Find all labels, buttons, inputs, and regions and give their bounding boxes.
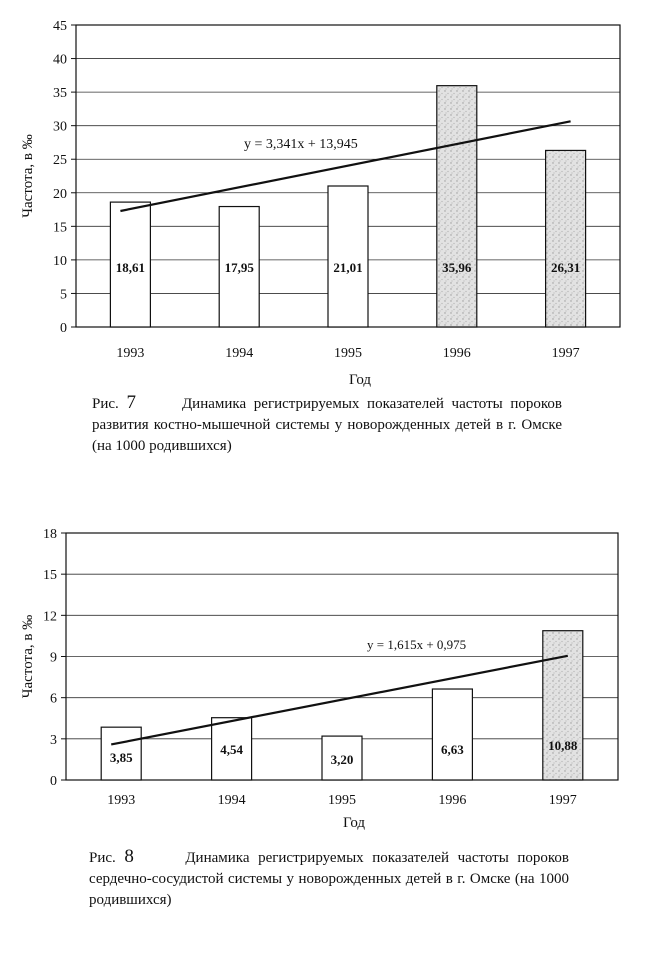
trendline-equation: y = 3,341x + 13,945: [244, 137, 358, 152]
y-axis-title: Частота, в ‰: [20, 614, 36, 699]
y-tick-label: 20: [53, 186, 67, 202]
y-axis-title: Частота, в ‰: [20, 134, 36, 218]
bar-value-label: 10,88: [548, 738, 578, 753]
bar-1995: [328, 186, 368, 327]
figure-7-number: 7: [126, 392, 136, 413]
figure-7-prefix: Рис.: [92, 396, 119, 412]
y-tick-label: 18: [43, 527, 57, 542]
x-tick-label: 1993: [107, 793, 136, 808]
bar-value-label: 35,96: [442, 260, 472, 275]
y-tick-label: 12: [43, 609, 57, 625]
y-tick-label: 5: [60, 287, 67, 303]
x-axis-title: Год: [348, 372, 372, 388]
trendline: [111, 656, 568, 745]
y-tick-label: 40: [53, 52, 67, 68]
bar-value-label: 17,95: [224, 260, 254, 275]
bar-1997: [546, 150, 586, 327]
x-tick-label: 1994: [225, 346, 254, 361]
figure-7-caption: [92, 392, 562, 457]
figure-8-prefix: Рис.: [89, 850, 116, 866]
y-tick-label: 15: [43, 568, 57, 584]
x-tick-label: 1997: [548, 793, 577, 808]
figure-7-text: Динамика регистрируемых показателей частоты пороков развития костно-мышечной системы у новорожденных детей в г. Омске (на 1000 родившихся): [92, 396, 563, 454]
bar-1996: [432, 689, 472, 780]
figure-8-caption: [89, 846, 569, 911]
x-tick-label: 1993: [116, 346, 145, 361]
x-tick-label: 1994: [217, 793, 246, 808]
figure-8-text: Динамика регистрируемых показателей частоты пороков сердечно-сосудистой системы у новорожденных детей в г. Омске (на 1000 родившихся): [89, 850, 570, 908]
y-tick-label: 15: [53, 220, 67, 236]
bar-value-label: 18,61: [115, 260, 146, 275]
chart-cardiovascular: [0, 518, 661, 844]
trendline-equation: y = 1,615x + 0,975: [367, 637, 467, 652]
bar-value-label: 3,85: [109, 750, 133, 765]
bar-1996: [437, 86, 477, 327]
bar-value-label: 26,31: [550, 260, 581, 275]
bar-value-label: 4,54: [220, 742, 243, 757]
bar-value-label: 21,01: [333, 260, 363, 275]
x-tick-label: 1997: [551, 346, 580, 361]
y-tick-label: 45: [53, 19, 67, 34]
y-tick-label: 9: [50, 650, 57, 666]
y-tick-label: 30: [53, 119, 67, 135]
bar-value-label: 3,20: [330, 752, 354, 767]
x-tick-label: 1995: [328, 793, 356, 808]
y-tick-label: 25: [53, 153, 67, 169]
chart-musculoskeletal: [0, 0, 661, 392]
bar-1997: [543, 631, 583, 780]
y-tick-label: 3: [50, 732, 57, 748]
x-tick-label: 1995: [334, 346, 362, 361]
y-tick-label: 0: [60, 321, 67, 336]
y-tick-label: 0: [50, 774, 57, 789]
x-tick-label: 1996: [442, 346, 471, 361]
x-tick-label: 1996: [438, 793, 467, 808]
x-axis-title: Год: [342, 815, 366, 831]
y-tick-label: 35: [53, 86, 67, 102]
y-tick-label: 10: [53, 253, 67, 269]
figure-8-number: 8: [124, 846, 134, 867]
y-tick-label: 6: [50, 691, 57, 707]
bar-value-label: 6,63: [441, 742, 464, 757]
